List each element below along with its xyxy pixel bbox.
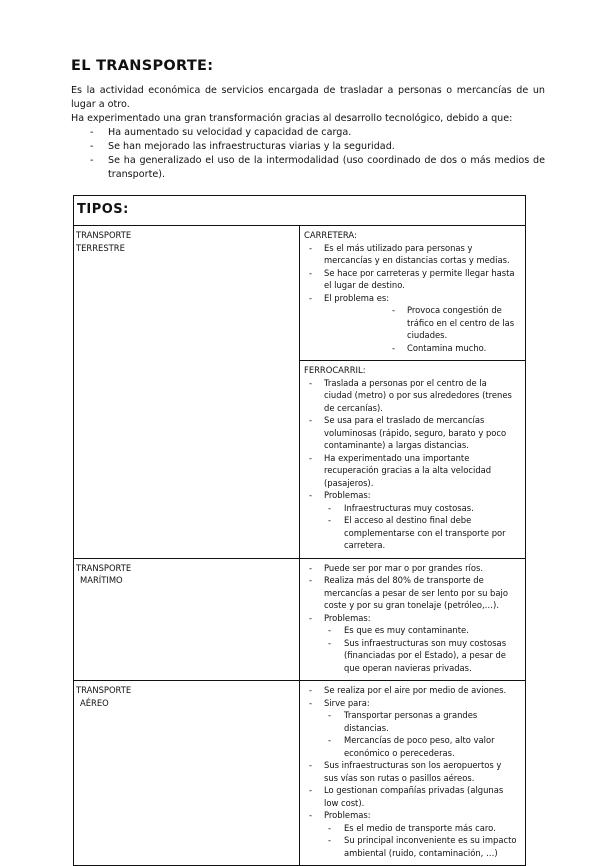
list-item: - Ha aumentado su velocidad y capacidad de carga.	[71, 126, 545, 140]
intro-bullets	[71, 126, 545, 182]
list-item: - Problemas: - Infraestructuras muy costosas. - El acceso al destino final debe complementarse con el transporte por carretera.	[304, 489, 517, 552]
transport-types-table	[73, 195, 526, 866]
table-header-cell	[74, 196, 526, 226]
list-item: - Sus infraestructuras son los aeropuertos y sus vías son rutas o pasillos aéreos.	[304, 759, 517, 784]
list-item: - Transportar personas a grandes distancias.	[324, 709, 517, 734]
category-maritimo: TRANSPORTE MARÍTIMO	[74, 558, 300, 681]
category-terrestre: TRANSPORTE TERRESTRE	[74, 226, 300, 559]
category-aereo: TRANSPORTE AÉREO	[74, 681, 300, 866]
ferrocarril-title: FERROCARRIL:	[304, 365, 366, 375]
table-row	[74, 558, 526, 681]
list-item: - Es el medio de transporte más caro.	[324, 822, 517, 835]
intro-definition: Es la actividad económica de servicios encargada de trasladar a personas o mercancías de un lugar a otro.	[71, 85, 545, 110]
intro-section	[71, 84, 545, 182]
list-item: - Provoca congestión de tráfico en el centro de las ciudades.	[304, 304, 517, 342]
list-item: - Realiza más del 80% de transporte de mercancías a pesar de ser lento por su bajo coste y por su gran tonelaje (petróleo,…).	[304, 574, 517, 612]
aereo-cell	[300, 681, 526, 866]
list-item: - Mercancías de poco peso, alto valor económico o perecederas.	[324, 734, 517, 759]
list-item: - Es el más utilizado para personas y mercancías y en distancias cortas y medias.	[304, 242, 517, 267]
list-item: - Se usa para el traslado de mercancías voluminosas (rápido, seguro, barato y poco contaminante) a largas distancias.	[304, 414, 517, 452]
list-item: - Se ha generalizado el uso de la intermodalidad (uso coordinado de dos o más medios de transporte).	[71, 154, 545, 182]
ferrocarril-cell	[300, 361, 526, 559]
list-item: - Su principal inconveniente es su impacto ambiental (ruido, contaminación, …)	[324, 834, 517, 859]
table-row	[74, 681, 526, 866]
list-item: - Es que es muy contaminante.	[324, 624, 517, 637]
list-item: - Ha experimentado una importante recuperación gracias a la alta velocidad (pasajeros).	[304, 452, 517, 490]
list-item: - Problemas: - Es que es muy contaminante. - Sus infraestructuras son muy costosas (financiadas por el Estado), a pesar de que operan navieras privadas.	[304, 612, 517, 675]
list-item: - Sirve para: - Transportar personas a grandes distancias. - Mercancías de poco peso, alto valor económico o perecederas.	[304, 697, 517, 760]
maritimo-cell	[300, 558, 526, 681]
list-item: - Se han mejorado las infraestructuras viarias y la seguridad.	[71, 140, 545, 154]
list-item: - Contamina mucho.	[304, 342, 517, 355]
list-item: - Infraestructuras muy costosas.	[324, 502, 517, 515]
list-item: - Lo gestionan compañías privadas (algunas low cost).	[304, 784, 517, 809]
carretera-title: CARRETERA:	[304, 230, 357, 240]
list-item: - Sus infraestructuras son muy costosas (financiadas por el Estado), a pesar de que operan navieras privadas.	[324, 637, 517, 675]
list-item: - Problemas: - Es el medio de transporte más caro. - Su principal inconveniente es su impacto ambiental (ruido, contaminación, …)	[304, 809, 517, 859]
carretera-cell	[300, 226, 526, 361]
list-item: - El problema es:	[304, 292, 517, 305]
list-item: - Traslada a personas por el centro de la ciudad (metro) o por sus alrededores (trenes de cercanías).	[304, 377, 517, 415]
list-item: - Puede ser por mar o por grandes ríos.	[304, 562, 517, 575]
intro-lead: Ha experimentado una gran transformación gracias al desarrollo tecnológico, debido a que:	[71, 113, 513, 124]
page-title: EL TRANSPORTE:	[71, 58, 214, 74]
list-item: - El acceso al destino final debe complementarse con el transporte por carretera.	[324, 514, 517, 552]
list-item: - Se hace por carreteras y permite llegar hasta el lugar de destino.	[304, 267, 517, 292]
table-row	[74, 226, 526, 361]
table-header: TIPOS:	[77, 202, 129, 217]
list-item: - Se realiza por el aire por medio de aviones.	[304, 684, 517, 697]
